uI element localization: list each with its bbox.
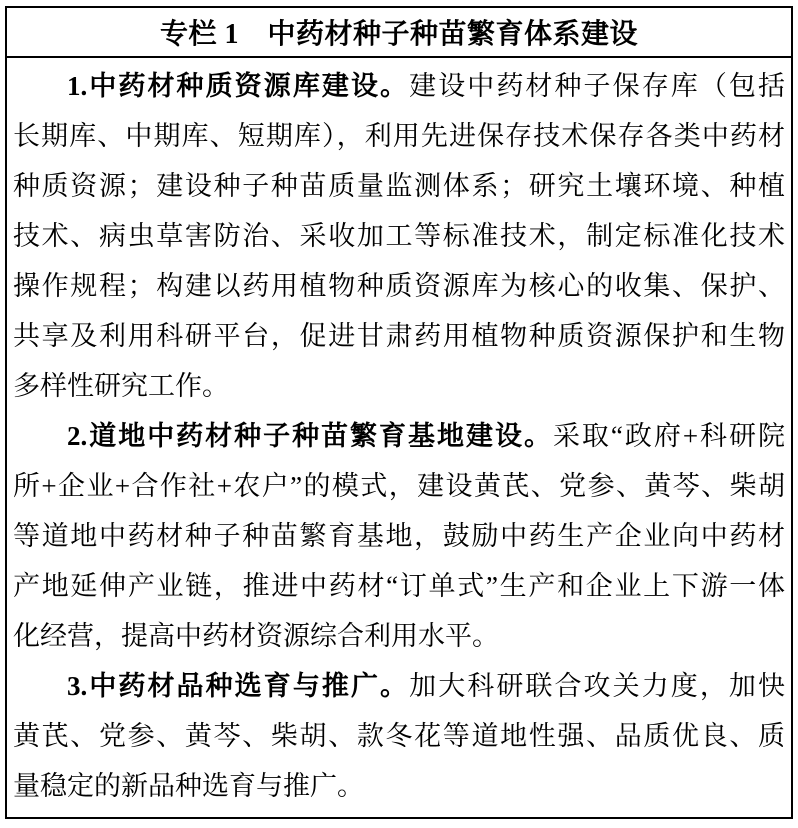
- paragraph-first-line: [13, 61, 785, 111]
- paragraph-lead: 1.中药材种质资源库建设。: [67, 71, 410, 101]
- column-title-row: [7, 8, 791, 58]
- column-content: [7, 58, 791, 815]
- paragraph-first-line: [13, 661, 785, 711]
- paragraph-text: 建设中药材种子保存库（包括: [409, 71, 785, 101]
- paragraph-line: 技术、病虫草害防治、采收加工等标准技术，制定标准化技术: [13, 221, 785, 251]
- paragraph-last-line: 多样性研究工作。: [13, 371, 229, 401]
- paragraph-line: 长期库、中期库、短期库），利用先进保存技术保存各类中药材: [13, 121, 785, 151]
- paragraph-line: 操作规程；构建以药用植物种质资源库为核心的收集、保护、: [13, 271, 785, 301]
- paragraph-text: 采取“政府+科研院: [552, 421, 785, 451]
- paragraph-line: 产地延伸产业链，推进中药材“订单式”生产和企业上下游一体: [13, 571, 785, 601]
- paragraph-line: 黄芪、党参、黄芩、柴胡、款冬花等道地性强、品质优良、质: [13, 721, 785, 751]
- paragraph-last-line: 化经营，提高中药材资源综合利用水平。: [13, 621, 499, 651]
- paragraph-text: 加大科研联合攻关力度，加快: [409, 671, 785, 701]
- column-box: [5, 6, 793, 819]
- column-title: 专栏 1 中药材种子种苗繁育体系建设: [159, 19, 638, 50]
- paragraph-lead: 3.中药材品种选育与推广。: [67, 671, 410, 701]
- paragraph-line: 种质资源；建设种子种苗质量监测体系；研究土壤环境、种植: [13, 171, 785, 201]
- paragraph-lead: 2.道地中药材种子种苗繁育基地建设。: [67, 421, 553, 451]
- paragraph-line: 所+企业+合作社+农户”的模式，建设黄芪、党参、黄芩、柴胡: [13, 471, 785, 501]
- paragraph-last-line: 量稳定的新品种选育与推广。: [13, 771, 364, 801]
- paragraph-line: 共享及利用科研平台，促进甘肃药用植物种质资源保护和生物: [13, 321, 785, 351]
- paragraph-line: 等道地中药材种子种苗繁育基地，鼓励中药生产企业向中药材: [13, 521, 785, 551]
- paragraph-first-line: [13, 411, 785, 461]
